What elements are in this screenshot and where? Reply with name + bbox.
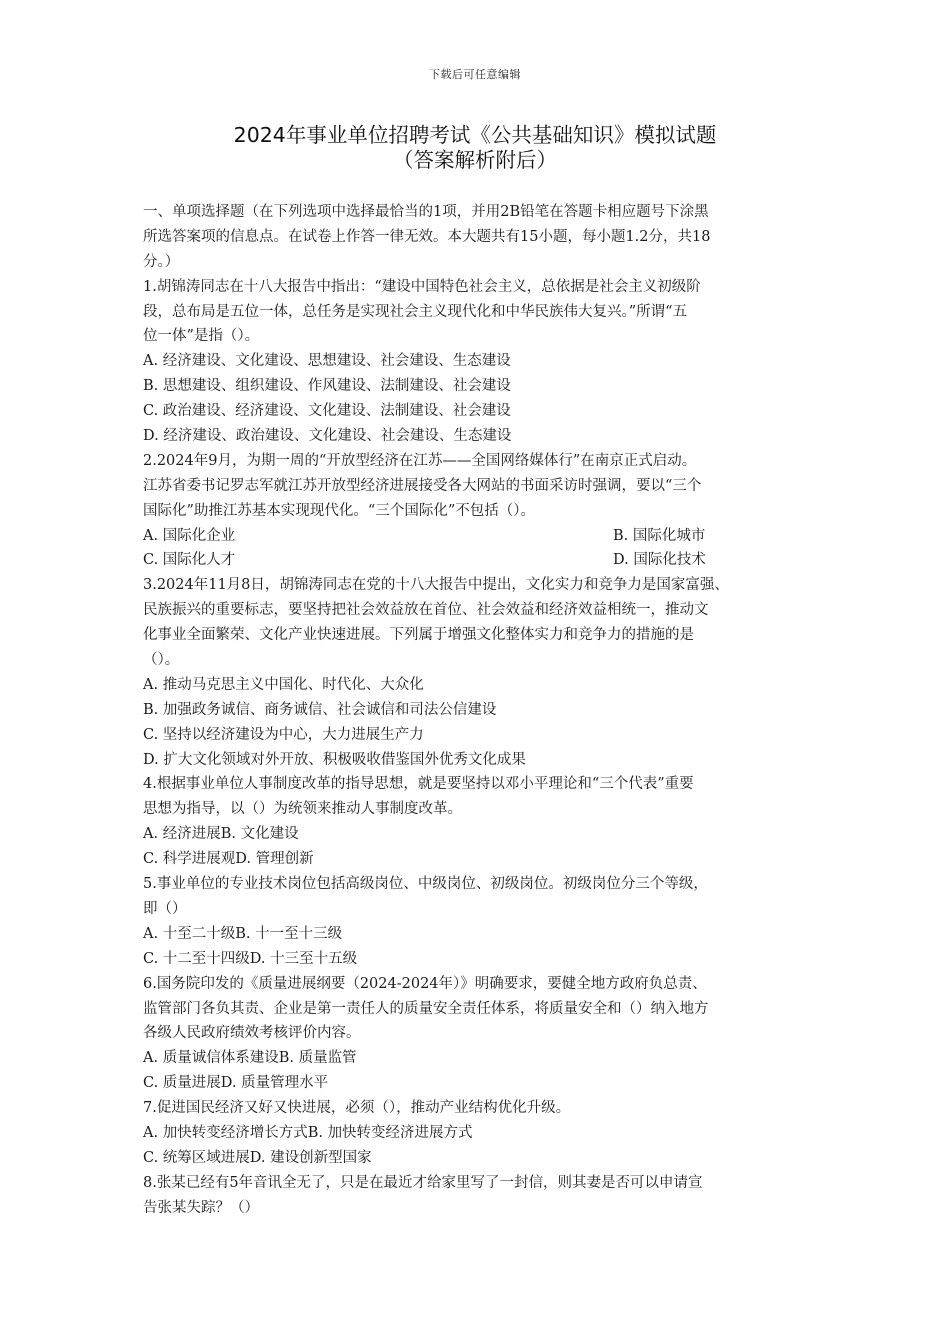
- text-line: A. 加快转变经济增长方式B. 加快转变经济进展方式: [143, 1124, 473, 1141]
- option-left: C. 国际化人才: [143, 552, 236, 569]
- text-line: C. 科学进展观D. 管理创新: [143, 851, 314, 868]
- text-line: 4.根据事业单位人事制度改革的指导思想，就是要坚持以邓小平理论和“三个代表”重要: [143, 776, 694, 793]
- text-line: 所选答案项的信息点。在试卷上作答一律无效。本大题共有15小题，每小题1.2分，共18: [143, 228, 711, 245]
- text-line: 江苏省委书记罗志军就江苏开放型经济进展接受各大网站的书面采访时强调，要以“三个: [143, 477, 702, 494]
- text-line: C. 质量进展D. 质量管理水平: [143, 1075, 329, 1092]
- title-line-main: 2024年事业单位招聘考试《公共基础知识》模拟试题: [233, 123, 717, 147]
- text-line: 即（）: [143, 900, 187, 917]
- text-line: D. 经济建设、政治建设、文化建设、社会建设、生态建设: [143, 428, 512, 445]
- text-line: C. 十二至十四级D. 十三至十五级: [143, 950, 358, 967]
- option-right: B. 国际化城市: [613, 527, 706, 544]
- option-right: D. 国际化技术: [613, 552, 706, 569]
- text-line: 段，总布局是五位一体，总任务是实现社会主义现代化和中华民族伟大复兴。”所谓“五: [143, 303, 688, 320]
- text-line: A. 推动马克思主义中国化、时代化、大众化: [143, 676, 424, 693]
- text-line: 2.2024年9月，为期一周的“开放型经济在江苏——全国网络媒体行”在南京正式启动。: [143, 452, 697, 469]
- text-line: B. 思想建设、组织建设、作风建设、法制建设、社会建设: [143, 378, 511, 395]
- text-line: 化事业全面繁荣、文化产业快速进展。下列属于增强文化整体实力和竞争力的措施的是: [143, 627, 694, 644]
- title-line-sub: （答案解析附后）: [393, 148, 557, 172]
- document-title: [0, 123, 950, 173]
- text-line: 思想为指导，以（）为统领来推动人事制度改革。: [143, 801, 462, 818]
- text-line: （）。: [143, 652, 180, 669]
- text-line: D. 扩大文化领域对外开放、积极吸收借鉴国外优秀文化成果: [143, 751, 526, 768]
- option-left: A. 国际化企业: [143, 527, 236, 544]
- text-line: 5.事业单位的专业技术岗位包括高级岗位、中级岗位、初级岗位。初级岗位分三个等级，: [143, 876, 708, 893]
- text-line: 1.胡锦涛同志在十八大报告中指出：“建设中国特色社会主义，总依据是社会主义初级阶: [143, 278, 701, 295]
- text-line: B. 加强政务诚信、商务诚信、社会诚信和司法公信建设: [143, 701, 497, 718]
- text-line: A. 质量诚信体系建设B. 质量监管: [143, 1050, 357, 1067]
- text-line: 8.张某已经有5年音讯全无了，只是在最近才给家里写了一封信，则其妻是否可以申请宣: [143, 1174, 703, 1191]
- text-line: C. 坚持以经济建设为中心，大力进展生产力: [143, 726, 424, 743]
- text-line: 7.促进国民经济又好又快进展，必须（），推动产业结构优化升级。: [143, 1100, 571, 1117]
- text-line: A. 经济进展B. 文化建设: [143, 826, 299, 843]
- text-line: A. 经济建设、文化建设、思想建设、社会建设、生态建设: [143, 353, 511, 370]
- page-header: 下载后可任意编辑: [429, 68, 521, 81]
- text-line: 国际化”助推江苏基本实现现代化。“三个国际化”不包括（）。: [143, 502, 535, 519]
- text-line: 分。）: [143, 253, 180, 270]
- text-line: 各级人民政府绩效考核评价内容。: [143, 1025, 361, 1042]
- text-line: 位一体”是指（）。: [143, 328, 260, 345]
- text-line: 民族振兴的重要标志，要坚持把社会效益放在首位、社会效益和经济效益相统一，推动文: [143, 602, 709, 619]
- option-row: [143, 548, 813, 573]
- text-line: 3.2024年11月8日，胡锦涛同志在党的十八大报告中提出，文化实力和竞争力是国家富强、: [143, 577, 729, 594]
- text-line: 告张某失踪？（）: [143, 1199, 259, 1216]
- text-line: A. 十至二十级B. 十一至十三级: [143, 925, 343, 942]
- text-line: C. 统筹区域进展D. 建设创新型国家: [143, 1149, 372, 1166]
- text-line: C. 政治建设、经济建设、文化建设、法制建设、社会建设: [143, 403, 511, 420]
- text-line: 6.国务院印发的《质量进展纲要（2024-2024年）》明确要求，要健全地方政府负总责、: [143, 975, 707, 992]
- text-line: 监管部门各负其责、企业是第一责任人的质量安全责任体系，将质量安全和（）纳入地方: [143, 1000, 709, 1017]
- option-row: [143, 524, 813, 549]
- text-line: 一、单项选择题（在下列选项中选择最恰当的1项，并用2B铅笔在答题卡相应题号下涂黑: [143, 204, 709, 220]
- document-body: [143, 200, 813, 1221]
